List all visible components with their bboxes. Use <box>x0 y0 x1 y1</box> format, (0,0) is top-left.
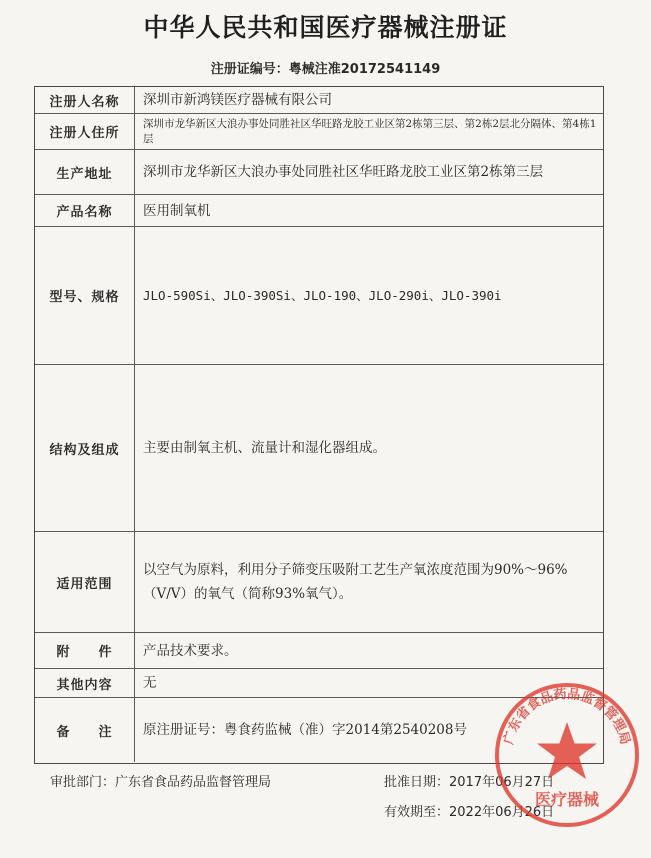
value-model-spec: JLO-590Si、JLO-390Si、JLO-190、JLO-290i、JLO-390i <box>143 287 502 303</box>
label-registrant-name: 注册人名称 <box>35 87 135 113</box>
label-other: 其他内容 <box>35 669 135 697</box>
value-remarks: 原注册证号：粤食药监械（准）字2014第2540208号 <box>143 722 467 738</box>
valid-label: 有效期至： <box>384 805 450 820</box>
svg-text:广东省食品药品监督管理局: 广东省食品药品监督管理局 <box>501 686 633 747</box>
svg-text:医疗器械: 医疗器械 <box>534 790 600 809</box>
value-registrant-name: 深圳市新鸿镁医疗器械有限公司 <box>143 92 332 108</box>
official-seal-icon <box>492 680 642 830</box>
label-production-address: 生产地址 <box>35 150 135 194</box>
label-product-name: 产品名称 <box>35 195 135 226</box>
row-attachment <box>35 633 603 669</box>
valid-value: 2022年06月26日 <box>449 805 555 820</box>
reg-no-value: 粤械注准20172541149 <box>288 62 441 77</box>
reg-no-label: 注册证编号： <box>210 62 289 77</box>
value-production-address: 深圳市龙华新区大浪办事处同胜社区华旺路龙胶工业区第2栋第三层 <box>143 164 544 180</box>
dept-label: 审批部门： <box>50 775 116 790</box>
value-other: 无 <box>143 675 157 691</box>
label-scope: 适用范围 <box>35 532 135 632</box>
certificate-table <box>34 86 604 764</box>
dept-value: 广东省食品药品监督管理局 <box>115 775 272 790</box>
row-registrant-address <box>35 114 603 150</box>
approval-department <box>50 771 271 790</box>
row-product-name <box>35 195 603 227</box>
approve-label: 批准日期： <box>384 775 450 790</box>
row-registrant-name <box>35 87 603 114</box>
row-structure <box>35 365 603 532</box>
label-structure: 结构及组成 <box>35 365 135 531</box>
value-scope: 以空气为原料，利用分子筛变压吸附工艺生产氧浓度范围为90%～96%（V/V）的氧气（简称93%氧气）。 <box>143 562 568 602</box>
value-product-name: 医用制氧机 <box>143 202 211 219</box>
value-attachment: 产品技术要求。 <box>143 642 238 659</box>
value-registrant-address: 深圳市龙华新区大浪办事处同胜社区华旺路龙胶工业区第2栋第三层、第2栋2层北分隔体、第4栋1层 <box>143 117 597 145</box>
row-model-spec <box>35 227 603 365</box>
label-attachment: 附 件 <box>35 633 135 668</box>
label-model-spec: 型号、规格 <box>35 227 135 364</box>
row-scope <box>35 532 603 633</box>
row-production-address <box>35 150 603 195</box>
label-remarks: 备 注 <box>35 698 135 762</box>
approve-value: 2017年06月27日 <box>449 775 555 790</box>
registration-number <box>0 58 651 77</box>
value-structure: 主要由制氧主机、流量计和湿化器组成。 <box>143 440 386 456</box>
label-registrant-address: 注册人住所 <box>35 114 135 149</box>
certificate-title: 中华人民共和国医疗器械注册证 <box>143 13 508 42</box>
